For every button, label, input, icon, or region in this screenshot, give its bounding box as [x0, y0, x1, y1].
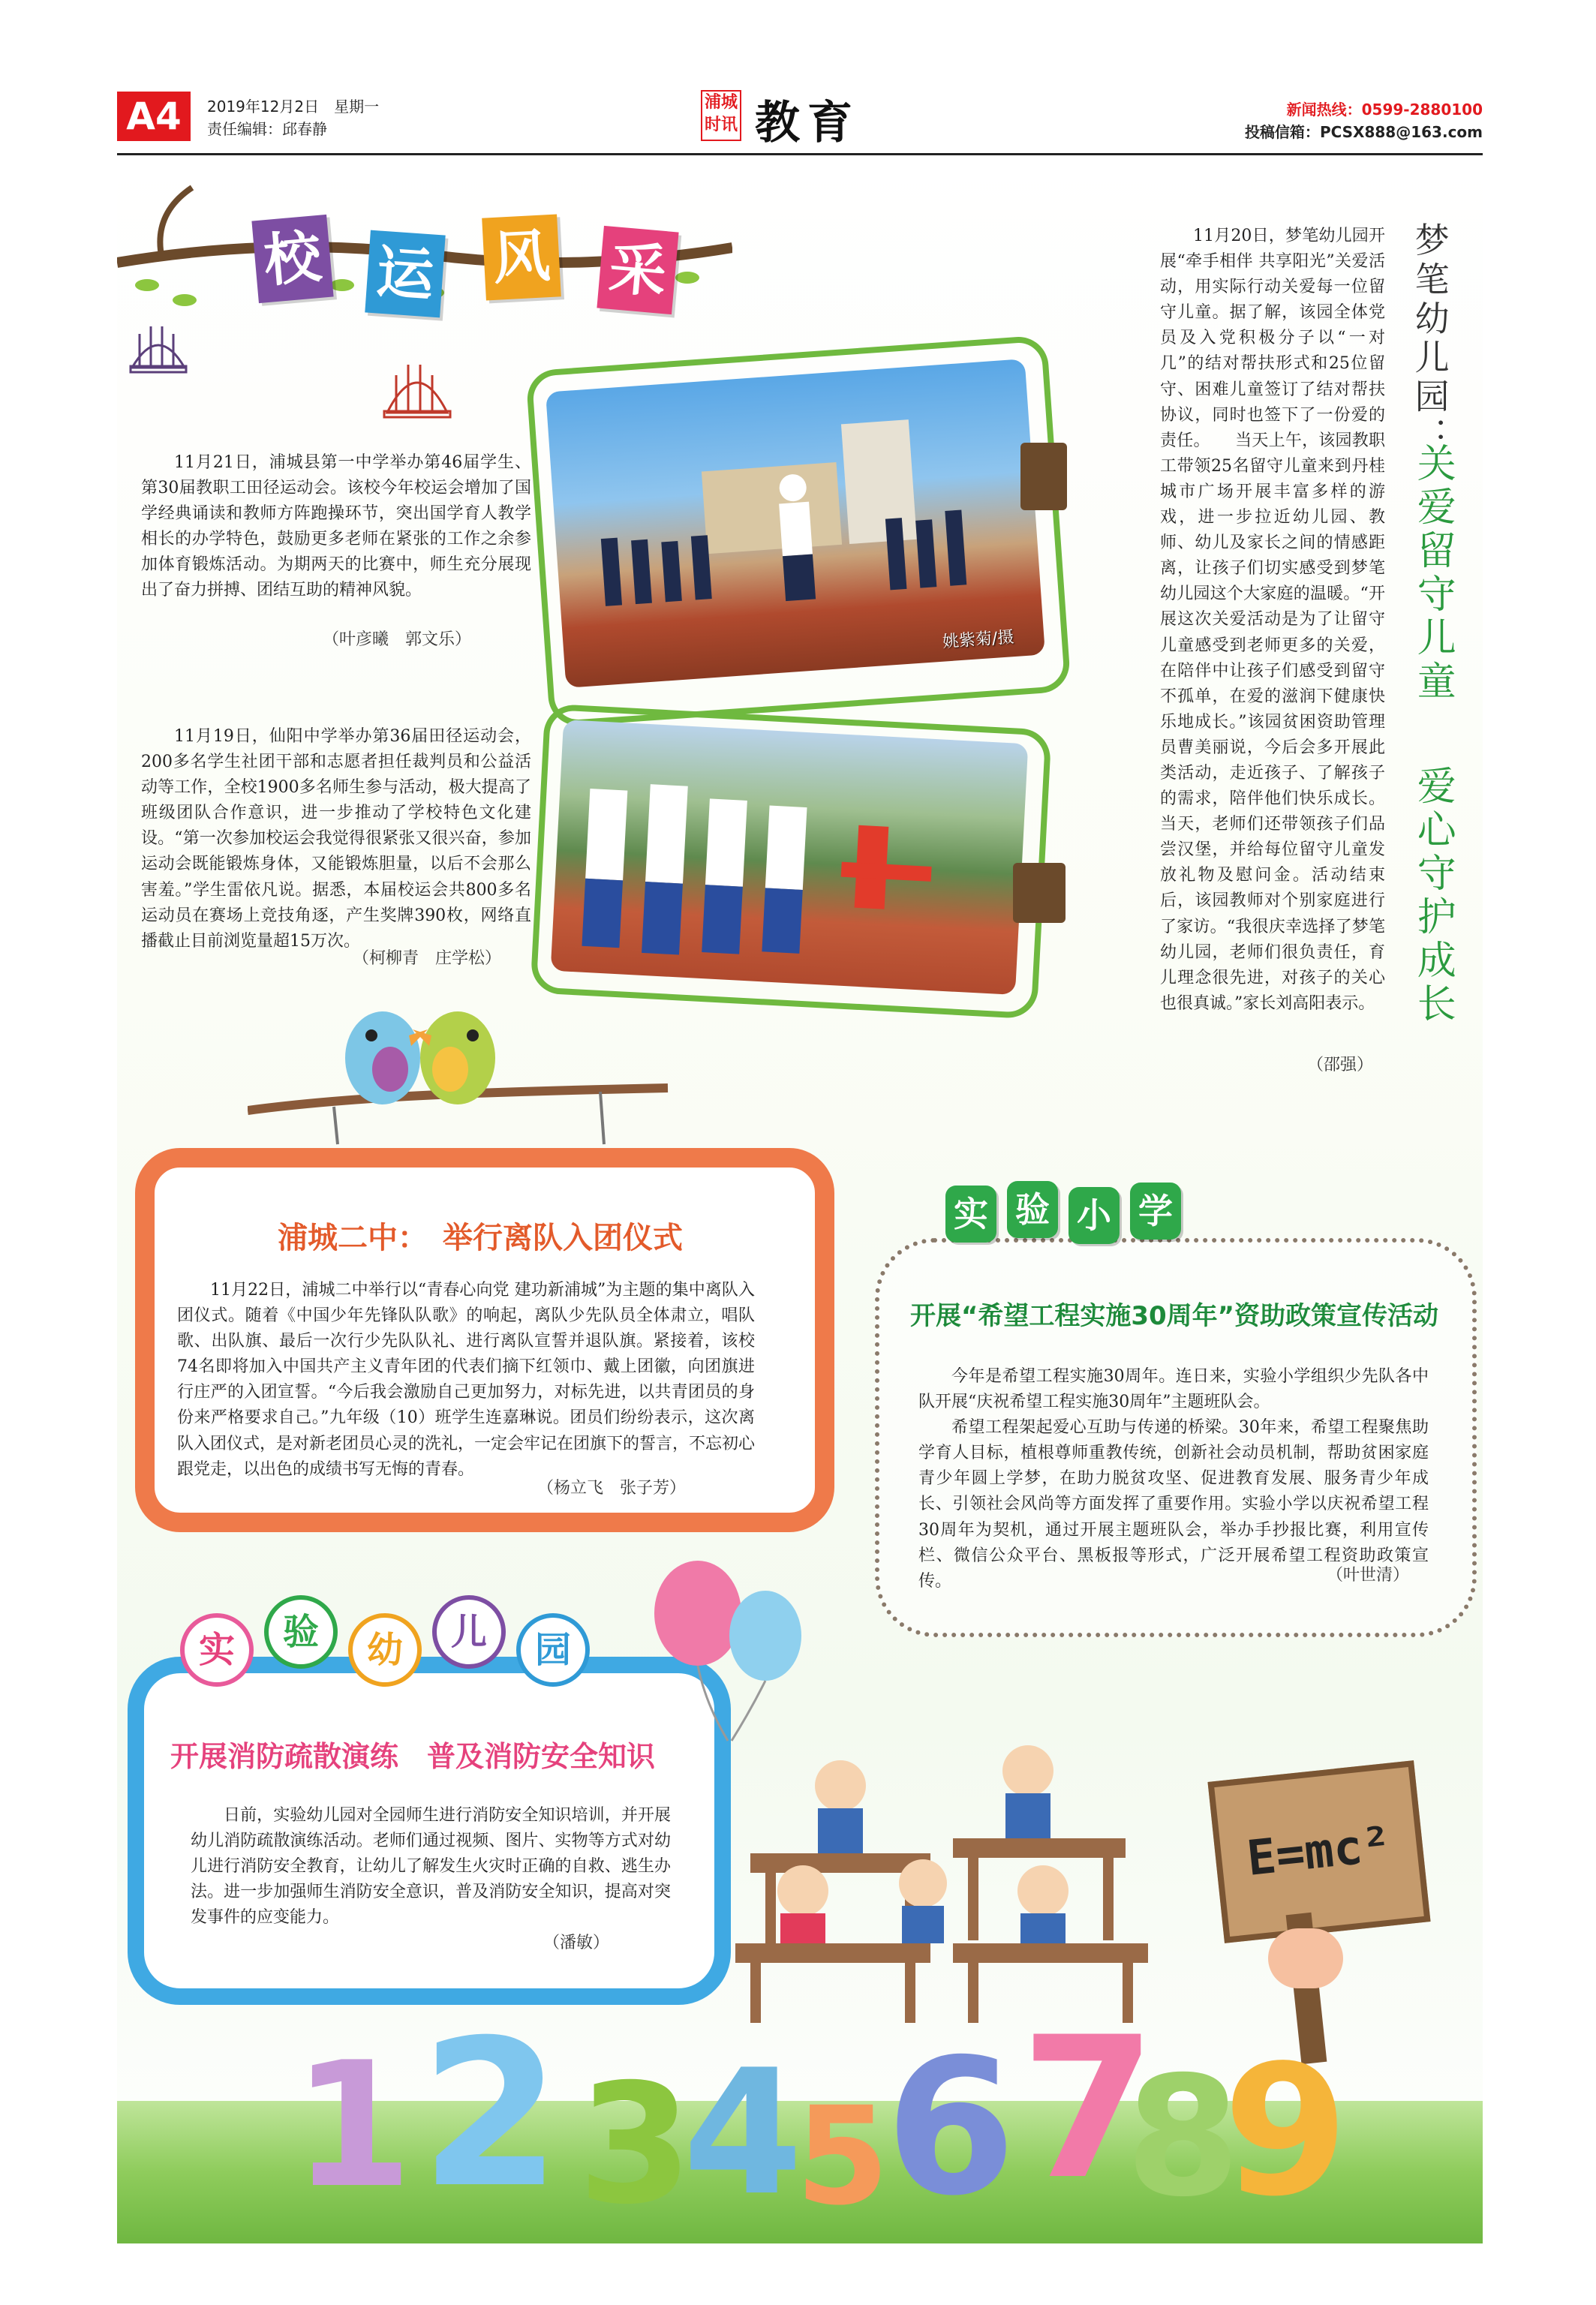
article-1-body: 11月21日，浦城县第一中学举办第46届学生、第30届教职工田径运动会。该校今年校运会增加了国学经典诵读和教师方阵跑操环节，突出国学育人教学相长的办学特色，鼓励更多老师在紧张的工作之余参加体育锻炼活动。为期两天的比赛中，师生充分展现出了奋力拼搏、团结互助的精神风貌。 — [141, 453, 531, 600]
birds-on-branch — [248, 983, 675, 1156]
deco-number-7: 7 — [1020, 1996, 1156, 2222]
exp-kinder-article — [191, 1803, 671, 1931]
sign-hand — [1268, 1928, 1343, 1988]
pucheng-no2-article — [177, 1278, 755, 1483]
exp-primary-tag-char-4: 学 — [1130, 1183, 1181, 1240]
mengbi-title-bot: 爱心守护成长 — [1410, 765, 1456, 1026]
deco-number-2: 2 — [420, 1996, 561, 2232]
banner-char-2: 运 — [365, 230, 445, 318]
exp-kinder-tag-char-2: 验 — [264, 1595, 338, 1669]
article-2-body: 11月19日，仙阳中学举办第36届田径运动会，200多名学生社团干部和志愿者担任裁判员和公益活动等工作，全校1900多名师生参与活动，极大提高了班级团队合作意识，进一步推动了学校特色文化建设。“第一次参加校运会我觉得很紧张又很兴奋，参加运动会既能锻炼身体，又能锻炼胆量，以后不会那么害羞。”学生雷依凡说。据悉，本届校运会共800多名运动员在赛场上竞技角逐，产生奖牌390枚，网络直播截止目前浏览量超15万次。 — [141, 727, 531, 951]
exp-primary-byline: （叶世清） — [1327, 1566, 1410, 1585]
exp-kinder-tag-char-1: 实 — [180, 1613, 254, 1687]
deco-number-6: 6 — [885, 2018, 1016, 2237]
exp-kinder-body: 日前，实验幼儿园对全园师生进行消防安全知识培训，并开展幼儿消防疏散演练活动。老师们通过视频、图片、实物等方式对幼儿进行消防安全教育，让幼儿了解发生火灾时正确的自救、逃生办法。进一步加强师生消防安全意识，普及消防安全知识，提高对突发事件的应变能力。 — [191, 1806, 671, 1928]
deco-number-9: 9 — [1223, 2026, 1348, 2236]
martial-arts-illustration — [551, 720, 1029, 995]
email-label: 投稿信箱： — [1244, 123, 1320, 141]
issue-date: 2019年12月2日 星期一 — [207, 98, 380, 116]
pucheng-no2-headline: 浦城二中： 举行离队入团仪式 — [278, 1221, 683, 1255]
sports-photo-2 — [551, 720, 1029, 995]
article-xianyang — [141, 724, 531, 954]
logo-line-1: 浦城 — [704, 93, 738, 112]
editor-line: 责任编辑：邱春静 — [207, 120, 327, 138]
exp-primary-article — [918, 1364, 1429, 1594]
hotline-number: 0599-2880100 — [1361, 101, 1483, 119]
deco-number-1: 1 — [293, 2026, 413, 2226]
mengbi-title-mid: 关爱留守儿童 — [1410, 443, 1456, 704]
sports-photo-1 — [546, 359, 1045, 688]
newspaper-logo — [701, 90, 741, 141]
clip-right-1 — [1020, 443, 1067, 510]
exp-kinder-byline: （潘敏） — [543, 1934, 610, 1952]
exp-primary-tag-char-1: 实 — [945, 1186, 996, 1243]
hotline — [1287, 98, 1483, 119]
exp-primary-tag-char-2: 验 — [1007, 1181, 1058, 1238]
exp-kinder-tag-char-3: 幼 — [348, 1613, 422, 1687]
exp-kinder-tag-char-5: 园 — [516, 1613, 590, 1687]
clip-right-2 — [1013, 863, 1066, 923]
banner-char-3: 风 — [482, 214, 561, 300]
formula-sign: E=mc² — [1207, 1760, 1430, 1943]
numbers-decoration — [293, 1981, 1348, 2240]
deco-number-4: 4 — [683, 2033, 804, 2234]
exp-primary-tag-char-3: 小 — [1069, 1187, 1120, 1244]
article-2-byline: （柯柳青 庄学松） — [353, 949, 502, 968]
pucheng-no2-body: 11月22日，浦城二中举行以“青春心向党 建功新浦城”为主题的集中离队入团仪式。随着《中国少年先锋队队歌》的响起，离队少先队员全体肃立，唱队歌、出队旗、最后一次行少先队队礼、进行离队宣誓并退队旗。紧接着，该校74名即将加入中国共产主义青年团的代表们摘下红领巾、戴上团徽，向团旗进行庄严的入团宣誓。“今后我会激励自己更加努力，对标先进，以共青团员的身份来严格要求自己。”九年级（10）班学生连嘉琳说。团员们纷纷表示，这次离队入团仪式，是对新老团员心灵的洗礼，一定会牢记在团旗下的誓言，不忘初心跟党走，以出色的成绩书写无悔的青春。 — [177, 1281, 756, 1479]
banner-char-1: 校 — [251, 215, 333, 303]
article-mengbi-kindergarten — [1160, 224, 1385, 1017]
exp-kinder-headline: 开展消防疏散演练 普及消防安全知识 — [170, 1740, 655, 1773]
banner-school-sports — [255, 210, 720, 330]
pucheng-no2-byline: （杨立飞 张子芳） — [537, 1479, 687, 1498]
exp-primary-headline: 开展“希望工程实施30周年”资助政策宣传活动 — [909, 1301, 1438, 1331]
logo-line-2: 时讯 — [704, 116, 738, 134]
exp-primary-body-2: 希望工程架起爱心互助与传递的桥梁。30年来，希望工程聚焦助学育人目标，植根尊师重教传统，创新社会动员机制，帮助贫困家庭青少年圆上学梦，在助力脱贫攻坚、促进教育发展、服务青少年成长、引领社会风尚等方面发挥了重要作用。实验小学以庆祝希望工程30周年为契机，通过开展主题班队会，举办手抄报比赛，利用宣传栏、微信公众平台、黑板报等形式，广泛开展希望工程资助政策宣传。 — [918, 1418, 1429, 1591]
email — [1245, 120, 1483, 142]
page-header — [117, 89, 1483, 155]
exp-kinder-tag-char-4: 儿 — [432, 1595, 506, 1669]
deco-number-3: 3 — [578, 2048, 693, 2240]
article-1-byline: （叶彦曦 郭文乐） — [323, 630, 472, 649]
exp-primary-tag — [945, 1178, 1216, 1253]
banner-char-4: 采 — [597, 226, 678, 314]
mengbi-body: 11月20日，梦笔幼儿园开展“牵手相伴 共享阳光”关爱活动，用实际行动关爱每一位留守儿童。据了解，该园全体党员及入党积极分子以“一对几”的结对帮扶形式和25位留守、困难儿童签订了结对帮扶协议，同时也签下了一份爱的责任。 当天上午，该园教职工带领25名留守儿童来到丹桂城市广场开展丰富多样的游戏，进一步拉近幼儿园、教师、幼儿及家长之间的情感距离，让孩子们切实感受到梦笔幼儿园这个大家庭的温暖。“开展这次关爱活动是为了让留守儿童感受到老师更多的关爱，在陪伴中让孩子们感受到留守不孤单，在爱的滋润下健康快乐地成长。”该园贫困资助管理员曹美丽说，今后会多开展此类活动，走近孩子、了解孩子的需求，陪伴他们快乐成长。当天，老师们还带领孩子们品尝汉堡，并给每位留守儿童发放礼物及慰问金。活动结束后，该园教师对个别家庭进行了家访。“我很庆幸选择了梦笔幼儿园，老师们很负责任，育儿理念很先进，对孩子的关心也很真诚。”家长刘高阳表示。 — [1160, 227, 1385, 1013]
mengbi-title-top: 梦笔幼儿园： — [1409, 222, 1450, 456]
exp-primary-body-1: 今年是希望工程实施30周年。连日来，实验小学组织少先队各中队开展“庆祝希望工程实施30周年”主题班队会。 — [918, 1367, 1429, 1412]
exp-kinder-tag — [180, 1591, 615, 1688]
section-title: 教育 — [755, 97, 860, 149]
deco-number-8: 8 — [1126, 2041, 1241, 2233]
deco-number-5: 5 — [795, 2078, 890, 2235]
photo-credit: 姚紫菊/摄 — [942, 628, 1015, 652]
article-pucheng-no1 — [141, 450, 531, 604]
email-value: PCSX888@163.com — [1319, 123, 1483, 141]
hotline-label: 新闻热线： — [1286, 101, 1362, 119]
page-number-badge: A4 — [117, 92, 191, 141]
mengbi-byline: （邵强） — [1307, 1056, 1374, 1074]
